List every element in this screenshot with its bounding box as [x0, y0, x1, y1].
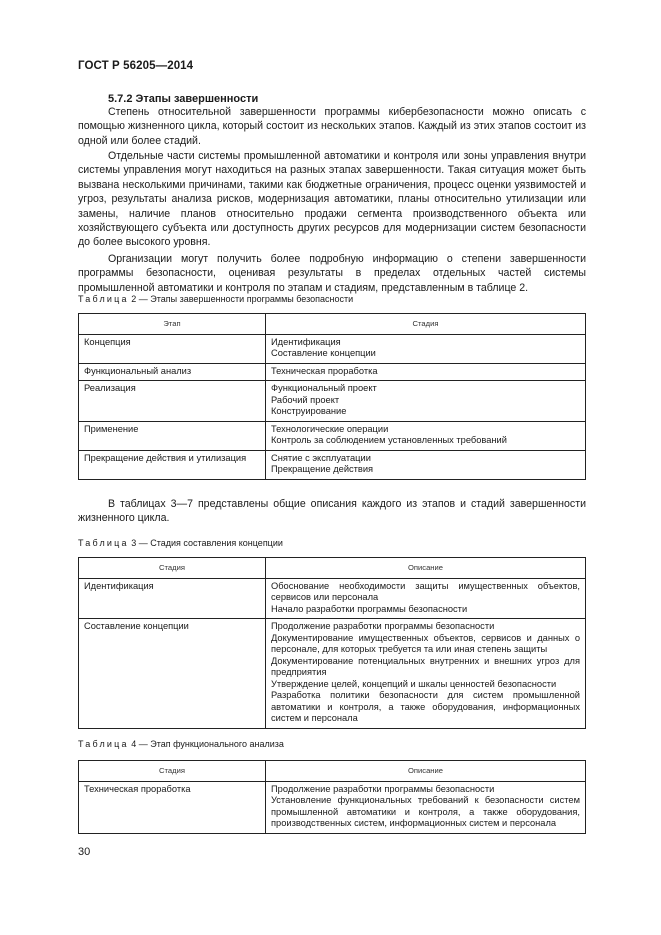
description-item: Разработка политики безопасности для систем промышленной автоматики и контроля, а также оборудования, информационных систем и персонала [271, 690, 580, 723]
table-3-caption-prefix: Таблица [78, 538, 129, 548]
phase-cell [266, 450, 586, 479]
phase-item: Технологические операции [271, 423, 389, 434]
description-item: Документирование имущественных объектов, сервисов и данных о персонале, для которых требуется та или иная степень защиты [271, 632, 580, 654]
phase-item: Контроль за соблюдением установленных требований [271, 435, 507, 445]
stage-cell: Концепция [79, 334, 266, 363]
description-cell [266, 578, 586, 619]
column-header: Стадия [266, 314, 586, 335]
table-row [79, 578, 586, 619]
table-4 [78, 760, 586, 834]
stage-cell: Применение [79, 421, 266, 450]
table-header-row [79, 314, 586, 335]
phase-item: Техническая проработка [271, 365, 378, 376]
table-2-caption-prefix: Таблица [78, 294, 129, 304]
table-row [79, 619, 586, 729]
description-item: Начало разработки программы безопасности [271, 603, 468, 614]
phase-item: Составление концепции [271, 348, 376, 358]
description-item: Утверждение целей, концепций и шкалы ценностей безопасности [271, 678, 557, 689]
table-4-caption-prefix: Таблица [78, 739, 129, 749]
column-header: Стадия [79, 558, 266, 579]
phase-cell [266, 334, 586, 363]
description-item: Продолжение разработки программы безопасности [271, 783, 495, 794]
paragraph-2: Отдельные части системы промышленной автоматики и контроля или зоны управления внутри системы управления могут находиться на разных этапах завершенности. Такая ситуация может быть вызвана несколькими причинами, такими как бюджетные ограничения, процесс оценки уязвимостей и угроз, результаты анализа рисков, модернизация автоматики, планы относительно утилизации или замены, наличие планов относительно продажи сегмента производственного объекта или хозяйствующего субъекта или доступность других ресурсов для модернизации систем безопасности до более высокого уровня. [78, 150, 586, 249]
phase-cell [266, 381, 586, 422]
phase-item: Прекращение действия [271, 464, 374, 474]
table-4-caption [78, 739, 284, 749]
description-item: Продолжение разработки программы безопасности [271, 621, 495, 631]
phase-item: Функциональный проект [271, 383, 377, 393]
column-header: Этап [79, 314, 266, 335]
table-2 [78, 313, 586, 480]
table-3-caption-text: 3 — Стадия составления концепции [131, 538, 283, 548]
table-row [79, 334, 586, 363]
phase-cell [266, 421, 586, 450]
table-row [79, 450, 586, 479]
table-header-row [79, 558, 586, 579]
stage-cell: Прекращение действия и утилизация [79, 450, 266, 479]
phase-item: Конструирование [271, 406, 347, 416]
table-3-caption [78, 538, 283, 548]
table-2-caption [78, 294, 353, 304]
paragraph-tables-intro: В таблицах 3—7 представлены общие описания каждого из этапов и стадий завершенности жизненного цикла. [78, 498, 586, 525]
page-number: 30 [78, 846, 91, 858]
column-header: Описание [266, 558, 586, 579]
description-cell [266, 619, 586, 729]
phase-cell [266, 363, 586, 381]
document-header: ГОСТ Р 56205—2014 [78, 60, 194, 72]
description-cell [266, 781, 586, 833]
description-item: Обоснование необходимости защиты имущественных объектов, сервисов или персонала [271, 580, 580, 602]
stage-cell: Идентификация [79, 578, 266, 619]
phase-item: Рабочий проект [271, 394, 340, 405]
stage-cell: Реализация [79, 381, 266, 422]
stage-cell: Техническая проработка [79, 781, 266, 833]
column-header: Описание [266, 761, 586, 782]
phase-item: Идентификация [271, 336, 341, 347]
stage-cell: Составление концепции [79, 619, 266, 729]
stage-cell: Функциональный анализ [79, 363, 266, 381]
table-3 [78, 557, 586, 729]
table-row [79, 781, 586, 833]
table-row [79, 363, 586, 381]
paragraph-1: Степень относительной завершенности программы кибербезопасности можно описать с помощью жизненного цикла, который состоит из нескольких этапов. Каждый из этих этапов состоит из одной или более стадий. [78, 106, 586, 147]
description-item: Установление функциональных требований к безопасности систем промышленной автоматики и контроля, а также оборудования, производственных систем, информационных систем и персонала [271, 795, 580, 828]
section-title: 5.7.2 Этапы завершенности [108, 93, 259, 105]
table-row [79, 421, 586, 450]
phase-item: Снятие с эксплуатации [271, 452, 371, 463]
table-header-row [79, 761, 586, 782]
paragraph-3: Организации могут получить более подробную информацию о степени завершенности программы безопасности, оценивая результаты в пределах отдельных частей системы промышленной автоматики и контроля по этапам и стадиям, представленным в таблице 2. [78, 253, 586, 294]
table-row [79, 381, 586, 422]
column-header: Стадия [79, 761, 266, 782]
table-2-caption-text: 2 — Этапы завершенности программы безопасности [131, 294, 354, 304]
description-item: Документирование потенциальных внутренних и внешних угроз для предприятия [271, 655, 580, 677]
table-4-caption-text: 4 — Этап функционального анализа [131, 739, 284, 749]
